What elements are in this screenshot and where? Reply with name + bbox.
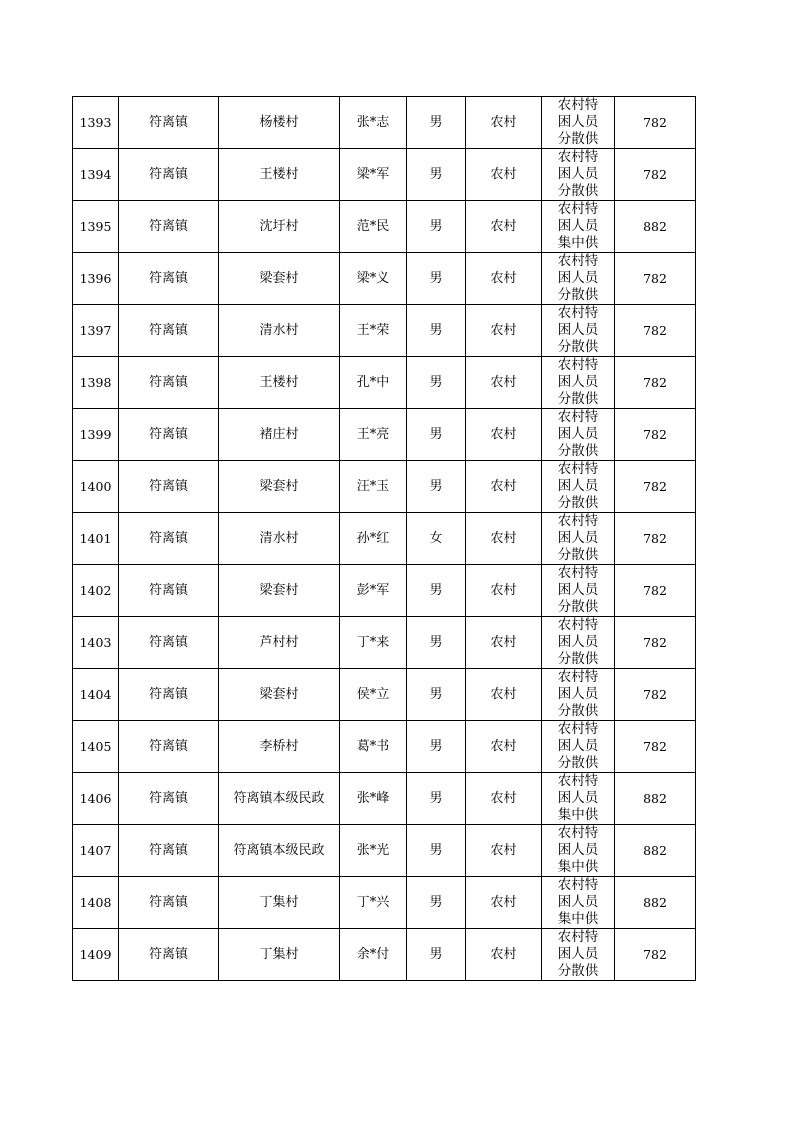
- cell-town: 符离镇: [119, 513, 219, 565]
- cell-gender: 男: [407, 461, 466, 513]
- cell-gender: 男: [407, 721, 466, 773]
- support-type-wrapper: [542, 617, 614, 668]
- table-row: [73, 97, 696, 149]
- cell-town: 符离镇: [119, 201, 219, 253]
- cell-amount: 782: [615, 305, 696, 357]
- cell-person-name: 范*民: [340, 201, 407, 253]
- cell-amount: 782: [615, 149, 696, 201]
- cell-town: 符离镇: [119, 565, 219, 617]
- cell-amount: 882: [615, 877, 696, 929]
- cell-town: 符离镇: [119, 409, 219, 461]
- cell-amount: 782: [615, 721, 696, 773]
- cell-village: 丁集村: [219, 877, 340, 929]
- cell-village: 杨楼村: [219, 97, 340, 149]
- cell-gender: 男: [407, 149, 466, 201]
- support-type-wrapper: [542, 669, 614, 720]
- cell-support-type: [542, 253, 615, 305]
- cell-village: 清水村: [219, 513, 340, 565]
- cell-support-type: [542, 97, 615, 149]
- cell-village: 梁套村: [219, 669, 340, 721]
- cell-support-type: [542, 825, 615, 877]
- table-row: [73, 565, 696, 617]
- cell-person-name: 彭*军: [340, 565, 407, 617]
- cell-person-name: 侯*立: [340, 669, 407, 721]
- cell-gender: 男: [407, 253, 466, 305]
- cell-gender: 男: [407, 929, 466, 981]
- cell-area-type: 农村: [466, 825, 542, 877]
- support-type-wrapper: [542, 357, 614, 408]
- support-type-text: 农村特困人员分散供: [557, 669, 599, 719]
- support-type-wrapper: [542, 773, 614, 824]
- cell-area-type: 农村: [466, 929, 542, 981]
- cell-gender: 男: [407, 305, 466, 357]
- cell-area-type: 农村: [466, 305, 542, 357]
- cell-amount: 782: [615, 253, 696, 305]
- cell-area-type: 农村: [466, 409, 542, 461]
- cell-town: 符离镇: [119, 461, 219, 513]
- cell-serial-number: 1408: [73, 877, 119, 929]
- table-row: [73, 201, 696, 253]
- cell-serial-number: 1404: [73, 669, 119, 721]
- cell-village: 王楼村: [219, 357, 340, 409]
- cell-town: 符离镇: [119, 253, 219, 305]
- cell-town: 符离镇: [119, 721, 219, 773]
- cell-person-name: 丁*来: [340, 617, 407, 669]
- support-type-text: 农村特困人员分散供: [557, 929, 599, 979]
- cell-gender: 男: [407, 669, 466, 721]
- cell-serial-number: 1402: [73, 565, 119, 617]
- table-row: [73, 617, 696, 669]
- cell-area-type: 农村: [466, 97, 542, 149]
- support-type-text: 农村特困人员分散供: [557, 357, 599, 407]
- cell-person-name: 汪*玉: [340, 461, 407, 513]
- table-row: [73, 253, 696, 305]
- support-type-text: 农村特困人员分散供: [557, 513, 599, 563]
- cell-serial-number: 1397: [73, 305, 119, 357]
- cell-serial-number: 1393: [73, 97, 119, 149]
- table-row: [73, 149, 696, 201]
- support-type-text: 农村特困人员分散供: [557, 565, 599, 615]
- cell-village: 梁套村: [219, 253, 340, 305]
- cell-serial-number: 1399: [73, 409, 119, 461]
- cell-support-type: [542, 409, 615, 461]
- cell-village: 李桥村: [219, 721, 340, 773]
- cell-gender: 男: [407, 773, 466, 825]
- support-type-text: 农村特困人员分散供: [557, 97, 599, 147]
- cell-amount: 782: [615, 669, 696, 721]
- cell-gender: 男: [407, 409, 466, 461]
- cell-serial-number: 1394: [73, 149, 119, 201]
- support-type-text: 农村特困人员分散供: [557, 305, 599, 355]
- cell-village: 清水村: [219, 305, 340, 357]
- support-type-wrapper: [542, 305, 614, 356]
- table-row: [73, 461, 696, 513]
- cell-area-type: 农村: [466, 669, 542, 721]
- cell-amount: 882: [615, 773, 696, 825]
- cell-person-name: 王*荣: [340, 305, 407, 357]
- cell-serial-number: 1401: [73, 513, 119, 565]
- cell-amount: 782: [615, 617, 696, 669]
- cell-gender: 男: [407, 97, 466, 149]
- support-type-wrapper: [542, 461, 614, 512]
- support-type-wrapper: [542, 409, 614, 460]
- cell-amount: 782: [615, 929, 696, 981]
- support-type-wrapper: [542, 721, 614, 772]
- cell-serial-number: 1396: [73, 253, 119, 305]
- support-type-text: 农村特困人员集中供: [557, 825, 599, 875]
- cell-gender: 男: [407, 201, 466, 253]
- cell-area-type: 农村: [466, 513, 542, 565]
- cell-person-name: 张*光: [340, 825, 407, 877]
- cell-person-name: 孔*中: [340, 357, 407, 409]
- cell-person-name: 张*志: [340, 97, 407, 149]
- cell-town: 符离镇: [119, 825, 219, 877]
- support-type-text: 农村特困人员分散供: [557, 617, 599, 667]
- cell-gender: 男: [407, 877, 466, 929]
- cell-person-name: 余*付: [340, 929, 407, 981]
- cell-support-type: [542, 929, 615, 981]
- cell-area-type: 农村: [466, 357, 542, 409]
- support-type-wrapper: [542, 513, 614, 564]
- table-row: [73, 929, 696, 981]
- support-type-text: 农村特困人员分散供: [557, 253, 599, 303]
- cell-gender: 男: [407, 617, 466, 669]
- cell-serial-number: 1403: [73, 617, 119, 669]
- cell-support-type: [542, 305, 615, 357]
- support-type-text: 农村特困人员集中供: [557, 773, 599, 823]
- support-type-wrapper: [542, 97, 614, 148]
- cell-person-name: 梁*军: [340, 149, 407, 201]
- cell-person-name: 葛*书: [340, 721, 407, 773]
- cell-area-type: 农村: [466, 565, 542, 617]
- cell-gender: 女: [407, 513, 466, 565]
- cell-serial-number: 1406: [73, 773, 119, 825]
- cell-person-name: 王*亮: [340, 409, 407, 461]
- cell-serial-number: 1409: [73, 929, 119, 981]
- cell-support-type: [542, 565, 615, 617]
- cell-town: 符离镇: [119, 929, 219, 981]
- cell-amount: 782: [615, 357, 696, 409]
- table-row: [73, 825, 696, 877]
- cell-town: 符离镇: [119, 149, 219, 201]
- cell-area-type: 农村: [466, 721, 542, 773]
- cell-amount: 782: [615, 461, 696, 513]
- cell-area-type: 农村: [466, 201, 542, 253]
- cell-support-type: [542, 617, 615, 669]
- cell-support-type: [542, 461, 615, 513]
- cell-gender: 男: [407, 565, 466, 617]
- cell-town: 符离镇: [119, 617, 219, 669]
- cell-gender: 男: [407, 357, 466, 409]
- cell-town: 符离镇: [119, 357, 219, 409]
- support-type-text: 农村特困人员分散供: [557, 721, 599, 771]
- cell-town: 符离镇: [119, 305, 219, 357]
- cell-amount: 782: [615, 565, 696, 617]
- cell-town: 符离镇: [119, 97, 219, 149]
- cell-area-type: 农村: [466, 253, 542, 305]
- table-row: [73, 357, 696, 409]
- cell-town: 符离镇: [119, 877, 219, 929]
- table-row: [73, 513, 696, 565]
- cell-village: 褚庄村: [219, 409, 340, 461]
- cell-support-type: [542, 201, 615, 253]
- cell-area-type: 农村: [466, 149, 542, 201]
- table-body: [73, 97, 696, 981]
- support-type-wrapper: [542, 253, 614, 304]
- cell-person-name: 梁*义: [340, 253, 407, 305]
- cell-support-type: [542, 877, 615, 929]
- support-type-wrapper: [542, 929, 614, 980]
- cell-village: 沈圩村: [219, 201, 340, 253]
- cell-serial-number: 1398: [73, 357, 119, 409]
- cell-support-type: [542, 513, 615, 565]
- support-type-text: 农村特困人员集中供: [557, 201, 599, 251]
- cell-support-type: [542, 149, 615, 201]
- support-type-wrapper: [542, 565, 614, 616]
- support-type-wrapper: [542, 201, 614, 252]
- cell-amount: 782: [615, 513, 696, 565]
- support-type-text: 农村特困人员分散供: [557, 409, 599, 459]
- cell-gender: 男: [407, 825, 466, 877]
- support-type-text: 农村特困人员分散供: [557, 461, 599, 511]
- cell-village: 王楼村: [219, 149, 340, 201]
- cell-support-type: [542, 773, 615, 825]
- cell-village: 梁套村: [219, 461, 340, 513]
- cell-support-type: [542, 669, 615, 721]
- table-row: [73, 773, 696, 825]
- support-type-wrapper: [542, 825, 614, 876]
- cell-serial-number: 1400: [73, 461, 119, 513]
- cell-serial-number: 1395: [73, 201, 119, 253]
- cell-person-name: 张*峰: [340, 773, 407, 825]
- cell-area-type: 农村: [466, 617, 542, 669]
- table-row: [73, 305, 696, 357]
- cell-person-name: 孙*红: [340, 513, 407, 565]
- cell-support-type: [542, 721, 615, 773]
- cell-village: 符离镇本级民政: [219, 825, 340, 877]
- support-type-wrapper: [542, 877, 614, 928]
- cell-amount: 782: [615, 409, 696, 461]
- cell-support-type: [542, 357, 615, 409]
- cell-serial-number: 1407: [73, 825, 119, 877]
- cell-village: 符离镇本级民政: [219, 773, 340, 825]
- table-row: [73, 721, 696, 773]
- table-row: [73, 669, 696, 721]
- support-type-text: 农村特困人员分散供: [557, 149, 599, 199]
- cell-serial-number: 1405: [73, 721, 119, 773]
- cell-town: 符离镇: [119, 669, 219, 721]
- table-row: [73, 409, 696, 461]
- cell-area-type: 农村: [466, 773, 542, 825]
- support-type-wrapper: [542, 149, 614, 200]
- beneficiary-table: [72, 96, 696, 981]
- table-row: [73, 877, 696, 929]
- cell-amount: 882: [615, 201, 696, 253]
- cell-town: 符离镇: [119, 773, 219, 825]
- cell-village: 梁套村: [219, 565, 340, 617]
- cell-area-type: 农村: [466, 461, 542, 513]
- support-type-text: 农村特困人员集中供: [557, 877, 599, 927]
- cell-amount: 782: [615, 97, 696, 149]
- cell-village: 丁集村: [219, 929, 340, 981]
- cell-person-name: 丁*兴: [340, 877, 407, 929]
- cell-amount: 882: [615, 825, 696, 877]
- cell-area-type: 农村: [466, 877, 542, 929]
- cell-village: 芦村村: [219, 617, 340, 669]
